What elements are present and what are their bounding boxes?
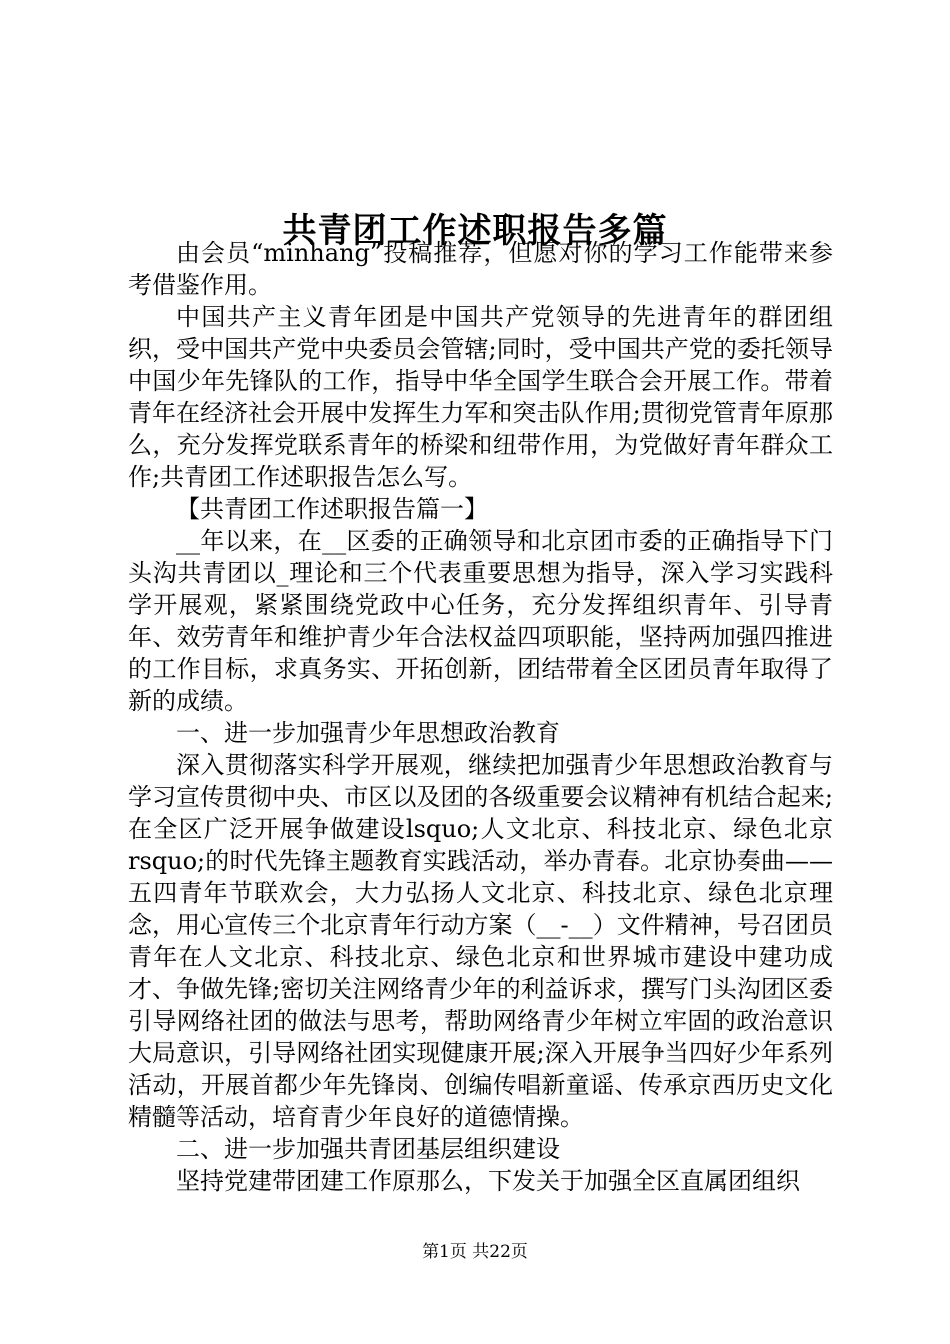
document-title: 共青团工作述职报告多篇: [282, 210, 668, 251]
body-paragraph: __年以来，在__区委的正确领导和北京团市委的正确指导下门头沟共青团以_理论和三个代表重要思想为指导，深入学习实践科学开展观，紧紧围绕党政中心任务，充分发挥组织青年、引导青年、效劳青年和维护青少年合法权益四项职能，坚持两加强四推进的工作目标，求真务实、开拓创新，团结带着全区团员青年取得了新的成绩。: [128, 527, 833, 715]
subsection-heading: 二、进一步加强共青团基层组织建设: [176, 1135, 560, 1163]
document-body: [128, 237, 833, 1197]
body-paragraph: 坚持党建带团建工作原那么，下发关于加强全区直属团组织: [176, 1167, 800, 1195]
section-heading: 【共青团工作述职报告篇一】: [176, 495, 488, 523]
subsection-heading: 一、进一步加强青少年思想政治教育: [176, 719, 560, 747]
body-paragraph: 深入贯彻落实科学开展观，继续把加强青少年思想政治教育与学习宣传贯彻中央、市区以及团的各级重要会议精神有机结合起来;在全区广泛开展争做建设lsquo;人文北京、科技北京、绿色北京rsquo;的时代先锋主题教育实践活动，举办青春。北京协奏曲——五四青年节联欢会，大力弘扬人文北京、科技北京、绿色北京理念，用心宣传三个北京青年行动方案（__-__）文件精神，号召团员青年在人文北京、科技北京、绿色北京和世界城市建设中建功成才、争做先锋;密切关注网络青少年的利益诉求，撰写门头沟团区委引导网络社团的做法与思考，帮助网络青少年树立牢固的政治意识大局意识，引导网络社团实现健康开展;深入开展争当四好少年系列活动，开展首都少年先锋岗、创编传唱新童谣、传承京西历史文化精髓等活动，培育青少年良好的道德情操。: [128, 751, 833, 1131]
summary-paragraph: 中国共产主义青年团是中国共产党领导的先进青年的群团组织，受中国共产党中央委员会管辖;同时，受中国共产党的委托领导中国少年先锋队的工作，指导中华全国学生联合会开展工作。带着青年在经济社会开展中发挥生力军和突击队作用;贯彻党管青年原那么，充分发挥党联系青年的桥梁和纽带作用，为党做好青年群众工作;共青团工作述职报告怎么写。: [128, 303, 833, 491]
intro-paragraph: 由会员“minhang”投稿推荐，但愿对你的学习工作能带来参考借鉴作用。: [128, 239, 833, 299]
page-number-footer: 第1页 共22页: [422, 1242, 528, 1262]
